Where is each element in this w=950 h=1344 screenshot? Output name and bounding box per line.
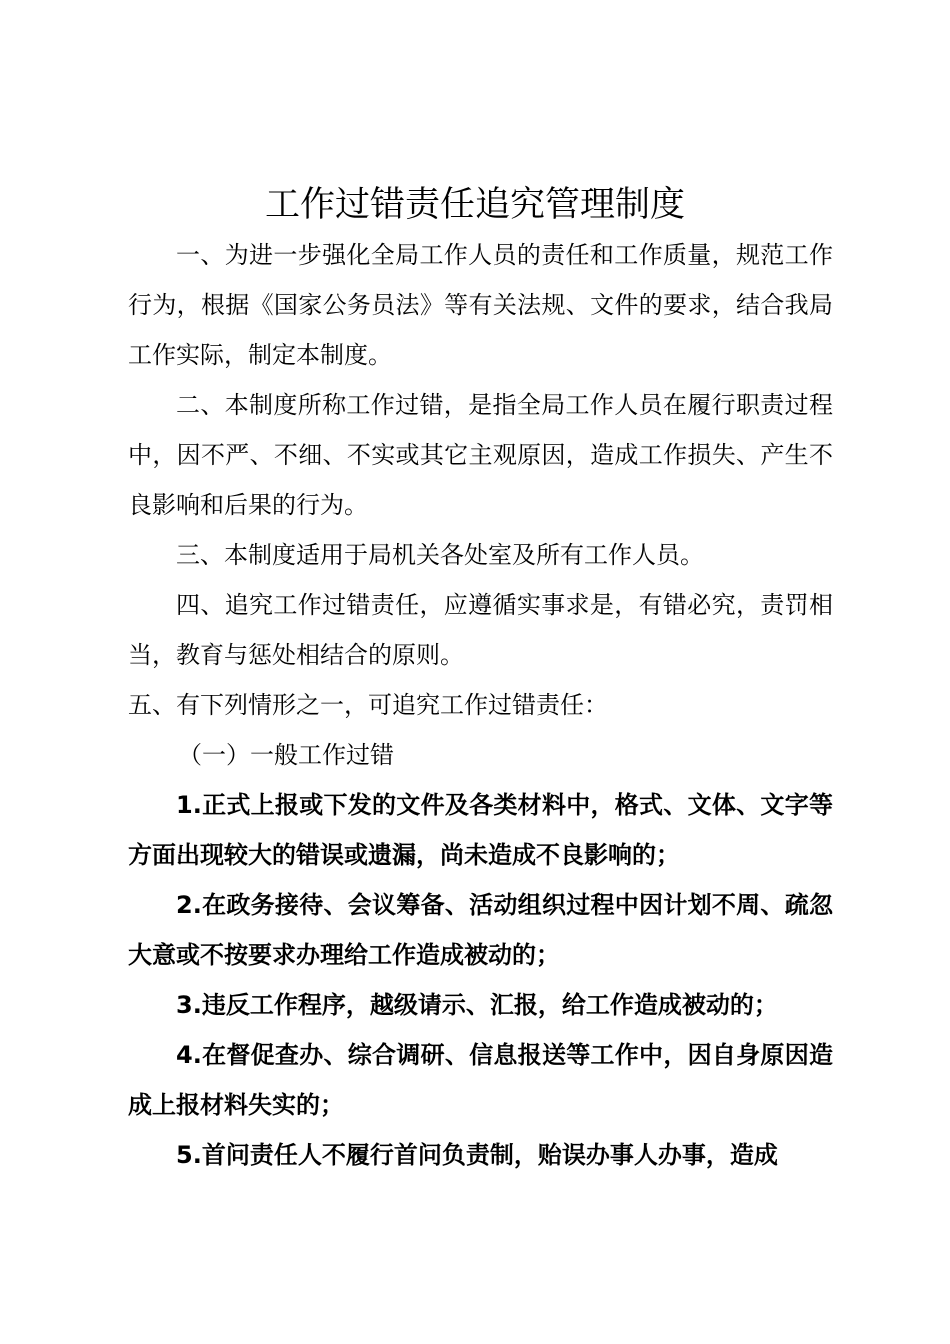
list-item-1: 1.正式上报或下发的文件及各类材料中，格式、文体、文字等方面出现较大的错误或遗漏，尚未造成不良影响的； [128,791,833,869]
list-item-5: 5.首问责任人不履行首问负责制，贻误办事人办事，造成 [176,1141,778,1169]
document-body [128,230,833,1180]
document-title: 工作过错责任追究管理制度 [264,185,685,225]
paragraph-2: 二、本制度所称工作过错，是指全局工作人员在履行职责过程中，因不严、不细、不实或其它主观原因，造成工作损失、产生不良影响和后果的行为。 [128,391,833,519]
paragraph-5: 五、有下列情形之一，可追究工作过错责任： [128,691,608,719]
list-item-4: 4.在督促查办、综合调研、信息报送等工作中，因自身原因造成上报材料失实的； [128,1041,833,1119]
paragraph-1: 一、为进一步强化全局工作人员的责任和工作质量，规范工作行为，根据《国家公务员法》等有关法规、文件的要求，结合我局工作实际，制定本制度。 [128,241,833,369]
list-item-3: 3.违反工作程序，越级请示、汇报，给工作造成被动的； [176,991,778,1019]
list-item-2: 2.在政务接待、会议筹备、活动组织过程中因计划不周、疏忽大意或不按要求办理给工作造成被动的； [128,891,833,969]
section-heading-general-errors: （一）一般工作过错 [178,741,394,769]
paragraph-3: 三、本制度适用于局机关各处室及所有工作人员。 [176,541,704,569]
paragraph-4: 四、追究工作过错责任，应遵循实事求是，有错必究，责罚相当，教育与惩处相结合的原则。 [128,591,833,669]
